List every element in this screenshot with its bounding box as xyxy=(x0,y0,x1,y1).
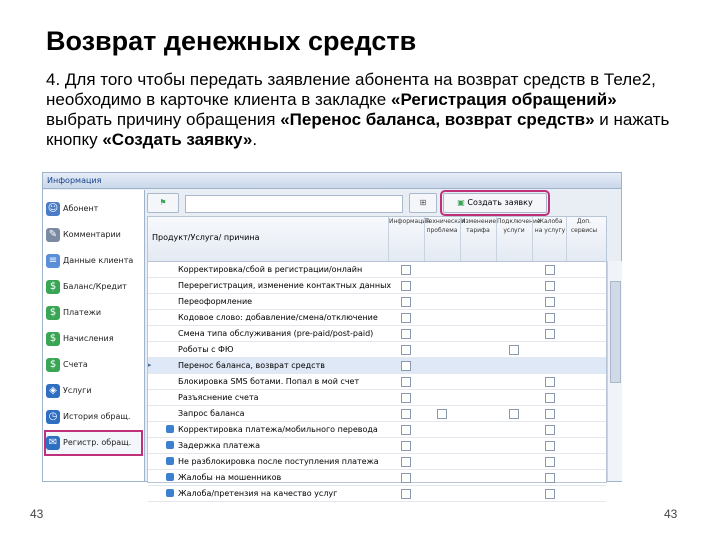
row-checkbox[interactable] xyxy=(401,409,411,419)
sidebar-item-6[interactable] xyxy=(46,328,141,350)
reason-label: Смена типа обслуживания (pre-paid/post-paid) xyxy=(178,329,374,338)
scrollbar-thumb[interactable] xyxy=(610,281,621,383)
instruction-text-2: выбрать причину обращения xyxy=(46,110,281,129)
row-checkbox[interactable] xyxy=(401,425,411,435)
row-checkbox[interactable] xyxy=(401,441,411,451)
instruction-text-4: . xyxy=(252,130,258,149)
reason-label: Не разблокировка после поступления платежа xyxy=(178,457,379,466)
charges-icon: $ xyxy=(46,332,60,346)
reason-label: Кодовое слово: добавление/смена/отключение xyxy=(178,313,378,322)
row-checkbox[interactable] xyxy=(437,409,447,419)
sidebar-item-1[interactable] xyxy=(46,198,141,220)
row-checkbox[interactable] xyxy=(545,329,555,339)
sidebar-item-3[interactable] xyxy=(46,250,141,272)
table-row[interactable] xyxy=(148,486,606,502)
instruction-paragraph xyxy=(46,70,686,150)
table-row[interactable] xyxy=(148,438,606,454)
row-checkbox[interactable] xyxy=(545,377,555,387)
table-row[interactable] xyxy=(148,294,606,310)
table-row[interactable] xyxy=(148,374,606,390)
row-checkbox[interactable] xyxy=(401,281,411,291)
table-row[interactable] xyxy=(148,262,606,278)
instruction-bold-tab: «Регистрация обращений» xyxy=(390,90,617,109)
grid-header-main: Продукт/Услуга/ причина xyxy=(152,233,260,242)
reason-label: Корректировка/сбой в регистрации/онлайн xyxy=(178,265,363,274)
grid-header xyxy=(148,217,606,262)
table-row[interactable] xyxy=(148,390,606,406)
page-number-right: 43 xyxy=(664,507,678,521)
row-checkbox[interactable] xyxy=(545,409,555,419)
grid-scrollbar[interactable] xyxy=(607,261,622,481)
instruction-bold-reason: «Перенос баланса, возврат средств» xyxy=(280,110,595,129)
row-pointer-icon: ▸ xyxy=(148,361,152,369)
row-checkbox[interactable] xyxy=(545,265,555,275)
sidebar-item-label: История обращ. xyxy=(63,412,131,421)
crm-screenshot xyxy=(42,172,622,498)
sidebar-item-8[interactable] xyxy=(46,380,141,402)
expand-icon[interactable] xyxy=(166,457,174,465)
table-row[interactable] xyxy=(148,358,606,374)
instruction-text-1: 4. Для того чтобы передать заявление абонента на возврат средств в Теле2, необходимо в карточке клиента в закладке xyxy=(46,70,656,109)
table-row[interactable] xyxy=(148,406,606,422)
row-checkbox[interactable] xyxy=(509,345,519,355)
instruction-bold-button: «Создать заявку» xyxy=(102,130,253,149)
row-checkbox[interactable] xyxy=(401,489,411,499)
tree-icon: ⊞ xyxy=(419,198,427,207)
row-checkbox[interactable] xyxy=(401,377,411,387)
row-checkbox[interactable] xyxy=(401,297,411,307)
comment-icon: ✎ xyxy=(46,228,60,242)
row-checkbox[interactable] xyxy=(401,265,411,275)
sidebar-item-label: Счета xyxy=(63,360,88,369)
toolbar-tree-button[interactable] xyxy=(409,193,437,213)
row-checkbox[interactable] xyxy=(545,313,555,323)
grid-toolbar xyxy=(147,193,621,215)
grid-column-header[interactable]: Техническая проблема xyxy=(424,217,459,261)
info-panel-header: Информация xyxy=(43,173,621,189)
row-checkbox[interactable] xyxy=(545,441,555,451)
reason-label: Запрос баланса xyxy=(178,409,245,418)
reason-label: Переоформление xyxy=(178,297,253,306)
invoices-icon: $ xyxy=(46,358,60,372)
row-checkbox[interactable] xyxy=(545,297,555,307)
sidebar-item-label: Платежи xyxy=(63,308,102,317)
grid-column-header[interactable]: Изменение тарифа xyxy=(460,217,495,261)
sidebar-item-10[interactable] xyxy=(46,432,141,454)
sidebar-item-label: Баланс/Кредит xyxy=(63,282,127,291)
expand-icon[interactable] xyxy=(166,425,174,433)
row-checkbox[interactable] xyxy=(401,345,411,355)
table-row[interactable] xyxy=(148,422,606,438)
grid-rows xyxy=(148,262,606,502)
reason-label: Перенос баланса, возврат средств xyxy=(178,361,325,370)
toolbar-add-button[interactable] xyxy=(147,193,179,213)
grid-column-header[interactable]: Жалоба на услугу xyxy=(532,217,567,261)
sidebar-item-label: Абонент xyxy=(63,204,99,213)
row-checkbox[interactable] xyxy=(401,457,411,467)
sidebar-item-5[interactable] xyxy=(46,302,141,324)
create-request-icon: ▣ xyxy=(457,198,465,207)
client-data-icon: ≡ xyxy=(46,254,60,268)
reason-label: Задержка платежа xyxy=(178,441,260,450)
expand-icon[interactable] xyxy=(166,473,174,481)
sidebar-item-label: Регистр. обращ. xyxy=(63,438,132,447)
sidebar-item-label: Данные клиента xyxy=(63,256,134,265)
reason-label: Жалоба/претензия на качество услуг xyxy=(178,489,338,498)
table-row[interactable] xyxy=(148,326,606,342)
row-checkbox[interactable] xyxy=(401,329,411,339)
sidebar-item-label: Начисления xyxy=(63,334,114,343)
row-checkbox[interactable] xyxy=(401,473,411,483)
reason-label: Блокировка SMS ботами. Попал в мой счет xyxy=(178,377,360,386)
flag-icon: ⚑ xyxy=(159,198,167,207)
sidebar-item-label: Услуги xyxy=(63,386,92,395)
reason-label: Перерегистрация, изменение контактных данных xyxy=(178,281,392,290)
row-checkbox[interactable] xyxy=(545,393,555,403)
row-checkbox[interactable] xyxy=(509,409,519,419)
client-card-sidebar xyxy=(43,190,145,481)
row-checkbox[interactable] xyxy=(545,425,555,435)
reason-label: Корректировка платежа/мобильного перевода xyxy=(178,425,378,434)
row-checkbox[interactable] xyxy=(545,489,555,499)
row-checkbox[interactable] xyxy=(545,457,555,467)
balance-icon: $ xyxy=(46,280,60,294)
table-row[interactable] xyxy=(148,342,606,358)
table-row[interactable] xyxy=(148,310,606,326)
row-checkbox[interactable] xyxy=(401,313,411,323)
table-row[interactable] xyxy=(148,454,606,470)
grid-column-header[interactable]: Доп. сервисы xyxy=(566,217,601,261)
expand-icon[interactable] xyxy=(166,489,174,497)
create-request-button[interactable] xyxy=(443,193,547,213)
page-number-left: 43 xyxy=(30,507,44,521)
expand-icon[interactable] xyxy=(166,441,174,449)
payments-icon: $ xyxy=(46,306,60,320)
sidebar-item-4[interactable] xyxy=(46,276,141,298)
user-icon: ☺ xyxy=(47,202,59,214)
sidebar-item-9[interactable] xyxy=(46,406,141,428)
table-row[interactable] xyxy=(148,278,606,294)
table-row[interactable] xyxy=(148,470,606,486)
reasons-grid xyxy=(147,216,607,498)
row-checkbox[interactable] xyxy=(545,281,555,291)
grid-column-header[interactable]: Информация xyxy=(388,217,423,261)
slide-title: Возврат денежных средств xyxy=(46,26,417,56)
row-checkbox[interactable] xyxy=(401,361,411,371)
grid-column-header[interactable]: Подключение услуги xyxy=(496,217,531,261)
sidebar-item-7[interactable] xyxy=(46,354,141,376)
reason-search-input[interactable] xyxy=(185,195,403,213)
sidebar-item-2[interactable] xyxy=(46,224,141,246)
instruction-text-3: и нажать кнопку xyxy=(46,110,670,149)
row-checkbox[interactable] xyxy=(545,473,555,483)
reason-label: Жалобы на мошенников xyxy=(178,473,282,482)
reason-label: Разъяснение счета xyxy=(178,393,259,402)
reason-label: Роботы с ФЮ xyxy=(178,345,234,354)
history-icon: ◷ xyxy=(46,410,60,424)
row-checkbox[interactable] xyxy=(401,393,411,403)
sidebar-item-label: Комментарии xyxy=(63,230,121,239)
register-icon: ✉ xyxy=(46,436,60,450)
services-icon: ◈ xyxy=(46,384,60,398)
create-request-label: Создать заявку xyxy=(467,198,533,207)
